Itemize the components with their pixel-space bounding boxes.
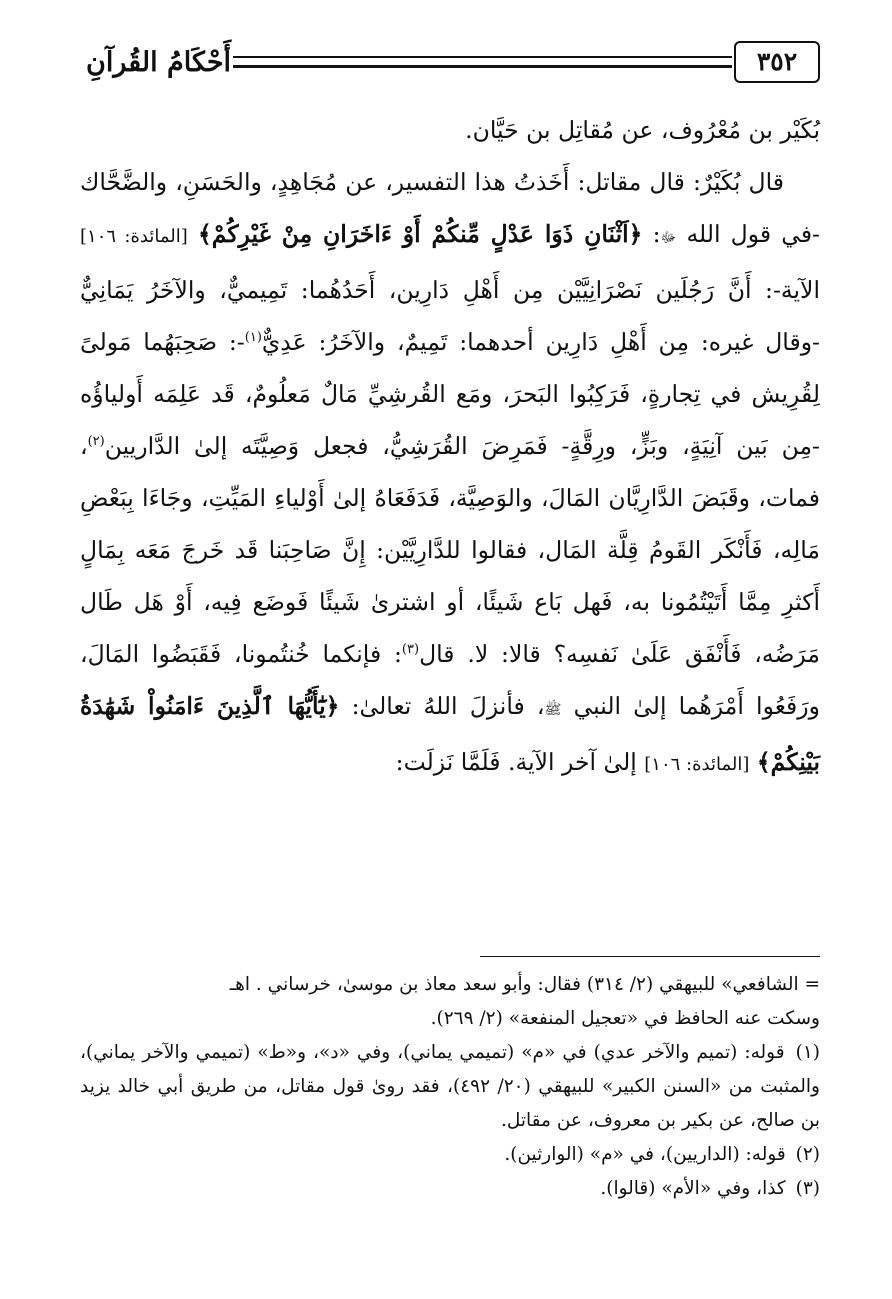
honorific-glyph: ﷻ [660,230,677,246]
footnote-text: قوله: (تميم والآخر عدي) في «م» (تميمي يماني)، وفي «د»، و«ط» (تميمي والآخر يماني)، والمثبت من «السنن الكبير» للبيهقي (٢٠/ ٤٩٢)، فقد روىٰ قول مقاتل، من طريق أبي خالد يزيد بن صالح، عن بكير بن معروف، عن مقاتل. [80,1042,820,1131]
footnote-number: (٢) [795,1144,820,1165]
honorific-glyph: ﷺ [544,702,562,718]
footnote-ref-3[interactable]: (٣) [401,642,420,658]
text-run: ، فمات، وقَبَضَ الدَّارِيَّان المَالَ، والوَصِيَّة، فَدَفَعَاهُ إلىٰ أَوْلياءِ المَيِّتِ، وجَاءَا بِبَعْضِ مَالِه، فَأَنْكَر القَومُ قِلَّة المَال، فقالوا للدَّارِيَّيْن: إِنَّ صَاحِبَنا قَد خَرجَ مَعَه بِمَالٍ أَكثرِ مِمَّا أَتَيْتُمُونا به، فَهل بَاع شَيئًا، أو اشترىٰ شَيئًا فَوضَع فِيه، أَوْ هَل طَال مَرَضُه، فَأَنْفَق عَلَىٰ نَفسِه؟ قالا: لا. قال [80,432,820,668]
text-run: : [642,220,661,248]
footnote-continuation: وسكت عنه الحافظ في «تعجيل المنفعة» (٢/ ٢٦٩). [430,1008,820,1029]
footnote-number: (٣) [795,1178,820,1199]
footnote-number: (١) [795,1042,820,1063]
page-number: ٣٥٢ [734,41,820,83]
text-run: -: صَحِبَهُما مَولىً لِقُرِيش في تِجارةٍ، فَرَكِبُوا البَحرَ، ومَع القُرشِيِّ مَالٌ مَعلُومٌ، قَد عَلِمَه أَولياؤُه -مِن بَين آنِيَةٍ، وبَزٍّ، ورِقَّةٍ- فَمَرِضَ القُرَشِيُّ، فجعل وَصِيَّتَه إلىٰ الدَّاريين [80,328,820,460]
footnote-ref-1[interactable]: (١) [244,330,262,346]
header-rule [233,56,732,68]
footnotes [80,968,820,1206]
footnote-separator [480,956,820,957]
main-text [80,104,820,791]
footnote-1 [80,1036,820,1138]
footnote-text: كذا، وفي «الأم» (قالوا). [600,1178,786,1199]
footnote-continuation: = الشافعي» للبيهقي (٢/ ٣١٤) فقال: وأبو سعد معاذ بن موسىٰ، خرساني . اهـ [229,974,820,995]
book-title: أَحْكَامُ القُرآنِ [86,46,232,78]
verse-citation: [المائدة: ١٠٦] [80,226,188,247]
footnote-3 [80,1172,820,1206]
page-header [80,38,820,86]
text-run: الآية-: أَنَّ رَجُلَين نَصْرَانِيَّيْن مِن أَهْلِ دَارِين، أَحَدُهُما: تَمِيميٌّ، والآخَرُ يَمَانِيٌّ -وقال غيره: مِن أَهْلِ دَارِين أحدهما: تَمِيمٌ، والآخَرُ: عَدِيٌّ [80,276,820,356]
footnote-text: قوله: (الداريين)، في «م» (الوارثين). [504,1144,786,1165]
footnote-ref-2[interactable]: (٢) [87,434,105,450]
verse-citation: [المائدة: ١٠٦] [644,754,750,775]
text-run: قال بُكَيْرٌ: قال مقاتل: أَخَذتُ هذا التفسير، عن مُجَاهِدٍ، والحَسَنِ، والضَّحَّاك -في قول الله [80,168,820,248]
text-run: : فإنكما خُنتُمونا، فَقَبَضُوا المَالَ، ورَفَعُوا أَمْرَهُما إلىٰ النبي [80,640,820,720]
quran-verse: ﴿يَٰٓأَيُّهَا ٱلَّذِينَ ءَامَنُواْ شَهَٰدَةُ بَيْنِكُمْ﴾ [80,692,820,776]
text-run: ، فأنزلَ اللهُ تعالىٰ: [339,692,545,720]
footnote-2 [80,1138,820,1172]
paragraph-1: بُكَيْر بن مُعْرُوف، عن مُقاتِل بن حَيَّان. [465,116,820,144]
paragraph-2 [80,156,820,791]
text-run [749,748,756,776]
quran-verse: ﴿اَثْنَانِ ذَوَا عَدْلٍ مِّنكُمْ أَوْ ءَاخَرَانِ مِنْ غَيْرِكُمْ﴾ [197,220,643,248]
text-run: إلىٰ آخر الآية. فَلَمَّا نَزلَت: [395,748,645,776]
text-run [188,220,198,248]
